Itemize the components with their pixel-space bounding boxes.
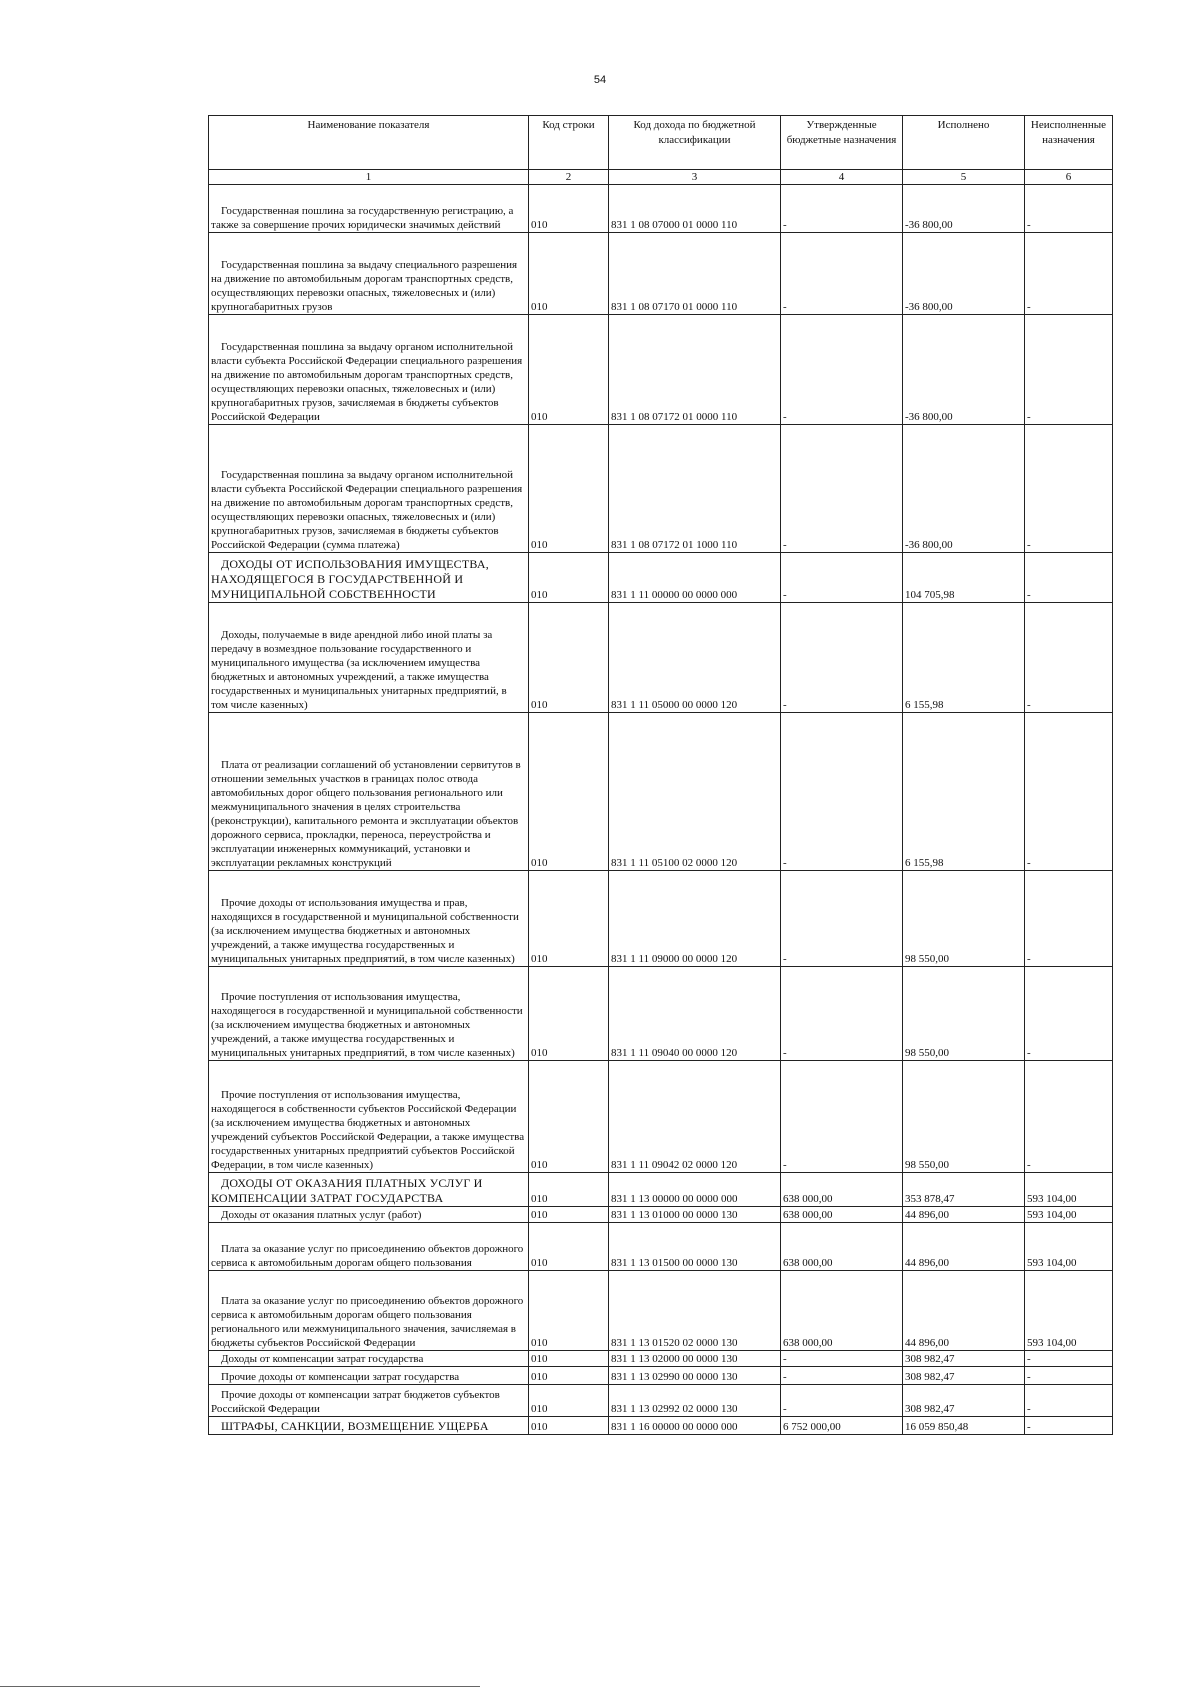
row-executed: -36 800,00: [903, 233, 1025, 315]
header-unexecuted: Неисполненные назначения: [1025, 116, 1113, 170]
row-income-code: 831 1 13 01500 00 0000 130: [609, 1223, 781, 1271]
row-name: Прочие доходы от использования имущества и прав, находящихся в государственной и муниципальной собственности (за исключением имущества бюджетных и автономных учреждений, а также имущества государственных и муниципальных унитарных предприятий, в том числе казенных): [209, 871, 529, 967]
row-line-code: 010: [529, 1385, 609, 1417]
row-approved: -: [781, 603, 903, 713]
row-approved: 638 000,00: [781, 1271, 903, 1351]
header-line-code: Код строки: [529, 116, 609, 170]
row-approved: -: [781, 315, 903, 425]
column-number: 1: [209, 170, 529, 185]
row-approved: -: [781, 713, 903, 871]
row-unexecuted: 593 104,00: [1025, 1223, 1113, 1271]
row-executed: 98 550,00: [903, 871, 1025, 967]
row-name: Государственная пошлина за выдачу органом исполнительной власти субъекта Российской Федерации специального разрешения на движение по автомобильным дорогам транспортных средств, осуществляющих перевозки опасных, тяжеловесных и (или) крупногабаритных грузов, зачисляемая в бюджеты субъектов Российской Федерации: [209, 315, 529, 425]
row-unexecuted: -: [1025, 1417, 1113, 1435]
row-income-code: 831 1 08 07172 01 0000 110: [609, 315, 781, 425]
table-row: [209, 603, 1113, 713]
row-name: Прочие поступления от использования имущества, находящегося в собственности субъектов Российской Федерации (за исключением имущества бюджетных и автономных учреждений субъектов Российской Федерации, а также имущества государственных унитарных предприятий субъектов Российской Федерации, в том числе казенных): [209, 1061, 529, 1173]
table-row: [209, 425, 1113, 553]
row-unexecuted: -: [1025, 967, 1113, 1061]
row-line-code: 010: [529, 967, 609, 1061]
row-executed: 308 982,47: [903, 1385, 1025, 1417]
table-row: [209, 967, 1113, 1061]
row-name: Доходы, получаемые в виде арендной либо иной платы за передачу в возмездное пользование государственного и муниципального имущества (за исключением имущества бюджетных и автономных учреждений, а также имущества государственных и муниципальных унитарных предприятий, в том числе казенных): [209, 603, 529, 713]
row-line-code: 010: [529, 1417, 609, 1435]
row-executed: 6 155,98: [903, 713, 1025, 871]
table-row: [209, 1367, 1113, 1385]
column-number: 6: [1025, 170, 1113, 185]
row-income-code: 831 1 08 07170 01 0000 110: [609, 233, 781, 315]
row-unexecuted: -: [1025, 1367, 1113, 1385]
row-line-code: 010: [529, 315, 609, 425]
table-row: [209, 1271, 1113, 1351]
row-income-code: 831 1 13 02990 00 0000 130: [609, 1367, 781, 1385]
row-income-code: 831 1 13 02000 00 0000 130: [609, 1351, 781, 1367]
row-income-code: 831 1 13 01520 02 0000 130: [609, 1271, 781, 1351]
table-row: [209, 1351, 1113, 1367]
row-approved: -: [781, 1061, 903, 1173]
table-row: [209, 713, 1113, 871]
row-unexecuted: 593 104,00: [1025, 1271, 1113, 1351]
row-line-code: 010: [529, 1351, 609, 1367]
row-executed: -36 800,00: [903, 315, 1025, 425]
row-name: Прочие поступления от использования имущества, находящегося в государственной и муниципальной собственности (за исключением имущества бюджетных и автономных учреждений, а также имущества государственных и муниципальных унитарных предприятий, в том числе казенных): [209, 967, 529, 1061]
table-row: [209, 553, 1113, 603]
row-unexecuted: -: [1025, 315, 1113, 425]
row-line-code: 010: [529, 603, 609, 713]
row-name: ДОХОДЫ ОТ ИСПОЛЬЗОВАНИЯ ИМУЩЕСТВА, НАХОДЯЩЕГОСЯ В ГОСУДАРСТВЕННОЙ И МУНИЦИПАЛЬНОЙ СОБСТВЕННОСТИ: [209, 553, 529, 603]
row-line-code: 010: [529, 233, 609, 315]
row-executed: 104 705,98: [903, 553, 1025, 603]
row-name: Прочие доходы от компенсации затрат государства: [209, 1367, 529, 1385]
row-name: Доходы от компенсации затрат государства: [209, 1351, 529, 1367]
row-income-code: 831 1 13 02992 02 0000 130: [609, 1385, 781, 1417]
row-approved: 6 752 000,00: [781, 1417, 903, 1435]
row-name: Государственная пошлина за выдачу органом исполнительной власти субъекта Российской Федерации специального разрешения на движение по автомобильным дорогам транспортных средств, осуществляющих перевозки опасных, тяжеловесных и (или) крупногабаритных грузов, зачисляемая в бюджеты субъектов Российской Федерации (сумма платежа): [209, 425, 529, 553]
row-executed: 308 982,47: [903, 1351, 1025, 1367]
row-executed: -36 800,00: [903, 185, 1025, 233]
row-line-code: 010: [529, 1061, 609, 1173]
table-row: [209, 1061, 1113, 1173]
row-approved: -: [781, 185, 903, 233]
row-unexecuted: -: [1025, 603, 1113, 713]
row-name: Плата за оказание услуг по присоединению объектов дорожного сервиса к автомобильным дорогам общего пользования регионального или межмуниципального значения, зачисляемая в бюджеты субъектов Российской Федерации: [209, 1271, 529, 1351]
row-unexecuted: -: [1025, 185, 1113, 233]
row-executed: 6 155,98: [903, 603, 1025, 713]
row-line-code: 010: [529, 1207, 609, 1223]
row-approved: 638 000,00: [781, 1207, 903, 1223]
table-row: [209, 233, 1113, 315]
row-executed: 98 550,00: [903, 1061, 1025, 1173]
row-executed: 353 878,47: [903, 1173, 1025, 1207]
row-approved: -: [781, 553, 903, 603]
row-name: Плата за оказание услуг по присоединению объектов дорожного сервиса к автомобильным дорогам общего пользования: [209, 1223, 529, 1271]
table-row: [209, 1223, 1113, 1271]
table-row: [209, 871, 1113, 967]
header-executed: Исполнено: [903, 116, 1025, 170]
row-name: Государственная пошлина за выдачу специального разрешения на движение по автомобильным дорогам транспортных средств, осуществляющих перевозки опасных, тяжеловесных и (или) крупногабаритных грузов: [209, 233, 529, 315]
row-line-code: 010: [529, 425, 609, 553]
row-income-code: 831 1 11 05100 02 0000 120: [609, 713, 781, 871]
row-line-code: 010: [529, 1173, 609, 1207]
row-income-code: 831 1 11 09000 00 0000 120: [609, 871, 781, 967]
row-income-code: 831 1 16 00000 00 0000 000: [609, 1417, 781, 1435]
table-row: [209, 1385, 1113, 1417]
column-number: 3: [609, 170, 781, 185]
row-approved: 638 000,00: [781, 1173, 903, 1207]
row-name: Государственная пошлина за государственную регистрацию, а также за совершение прочих юридически значимых действий: [209, 185, 529, 233]
column-number: 5: [903, 170, 1025, 185]
row-name: Доходы от оказания платных услуг (работ): [209, 1207, 529, 1223]
row-unexecuted: 593 104,00: [1025, 1173, 1113, 1207]
row-name: Прочие доходы от компенсации затрат бюджетов субъектов Российской Федерации: [209, 1385, 529, 1417]
row-name: Плата от реализации соглашений об установлении сервитутов в отношении земельных участков в границах полос отвода автомобильных дорог общего пользования регионального или межмуниципального значения в целях строительства (реконструкции), капитального ремонта и эксплуатации объектов дорожного сервиса, прокладки, переноса, переустройства и эксплуатации инженерных коммуникаций, установки и эксплуатации рекламных конструкций: [209, 713, 529, 871]
row-unexecuted: -: [1025, 1061, 1113, 1173]
row-income-code: 831 1 11 05000 00 0000 120: [609, 603, 781, 713]
table-row: [209, 1417, 1113, 1435]
row-line-code: 010: [529, 185, 609, 233]
table-row: [209, 315, 1113, 425]
row-unexecuted: -: [1025, 425, 1113, 553]
row-approved: -: [781, 425, 903, 553]
row-line-code: 010: [529, 1271, 609, 1351]
column-number: 2: [529, 170, 609, 185]
table-row: [209, 185, 1113, 233]
header-row: [209, 116, 1113, 170]
row-name: ДОХОДЫ ОТ ОКАЗАНИЯ ПЛАТНЫХ УСЛУГ И КОМПЕНСАЦИИ ЗАТРАТ ГОСУДАРСТВА: [209, 1173, 529, 1207]
row-executed: 16 059 850,48: [903, 1417, 1025, 1435]
row-income-code: 831 1 11 00000 00 0000 000: [609, 553, 781, 603]
table-row: [209, 1173, 1113, 1207]
footer-divider: [0, 1686, 480, 1687]
column-numbers-row: [209, 170, 1113, 185]
row-unexecuted: -: [1025, 233, 1113, 315]
row-unexecuted: -: [1025, 1351, 1113, 1367]
revenue-report-table: [208, 115, 1113, 1435]
row-line-code: 010: [529, 1367, 609, 1385]
report-body: [209, 185, 1113, 1435]
row-income-code: 831 1 08 07172 01 1000 110: [609, 425, 781, 553]
row-unexecuted: -: [1025, 871, 1113, 967]
row-executed: 44 896,00: [903, 1223, 1025, 1271]
row-executed: 98 550,00: [903, 967, 1025, 1061]
table-row: [209, 1207, 1113, 1223]
column-number: 4: [781, 170, 903, 185]
row-unexecuted: -: [1025, 553, 1113, 603]
row-executed: 44 896,00: [903, 1271, 1025, 1351]
row-income-code: 831 1 11 09040 00 0000 120: [609, 967, 781, 1061]
row-income-code: 831 1 11 09042 02 0000 120: [609, 1061, 781, 1173]
row-unexecuted: 593 104,00: [1025, 1207, 1113, 1223]
row-name: ШТРАФЫ, САНКЦИИ, ВОЗМЕЩЕНИЕ УЩЕРБА: [209, 1417, 529, 1435]
header-approved: Утвержденные бюджетные назначения: [781, 116, 903, 170]
row-line-code: 010: [529, 553, 609, 603]
row-approved: -: [781, 871, 903, 967]
row-income-code: 831 1 13 00000 00 0000 000: [609, 1173, 781, 1207]
page-number: 54: [593, 74, 607, 86]
row-executed: 44 896,00: [903, 1207, 1025, 1223]
header-name: Наименование показателя: [209, 116, 529, 170]
row-approved: -: [781, 1367, 903, 1385]
row-income-code: 831 1 13 01000 00 0000 130: [609, 1207, 781, 1223]
row-executed: 308 982,47: [903, 1367, 1025, 1385]
row-approved: -: [781, 967, 903, 1061]
header-income-code: Код дохода по бюджетной классификации: [609, 116, 781, 170]
row-line-code: 010: [529, 1223, 609, 1271]
row-executed: -36 800,00: [903, 425, 1025, 553]
row-unexecuted: -: [1025, 1385, 1113, 1417]
row-approved: -: [781, 1351, 903, 1367]
row-approved: -: [781, 1385, 903, 1417]
row-line-code: 010: [529, 713, 609, 871]
row-unexecuted: -: [1025, 713, 1113, 871]
row-line-code: 010: [529, 871, 609, 967]
row-income-code: 831 1 08 07000 01 0000 110: [609, 185, 781, 233]
row-approved: 638 000,00: [781, 1223, 903, 1271]
row-approved: -: [781, 233, 903, 315]
